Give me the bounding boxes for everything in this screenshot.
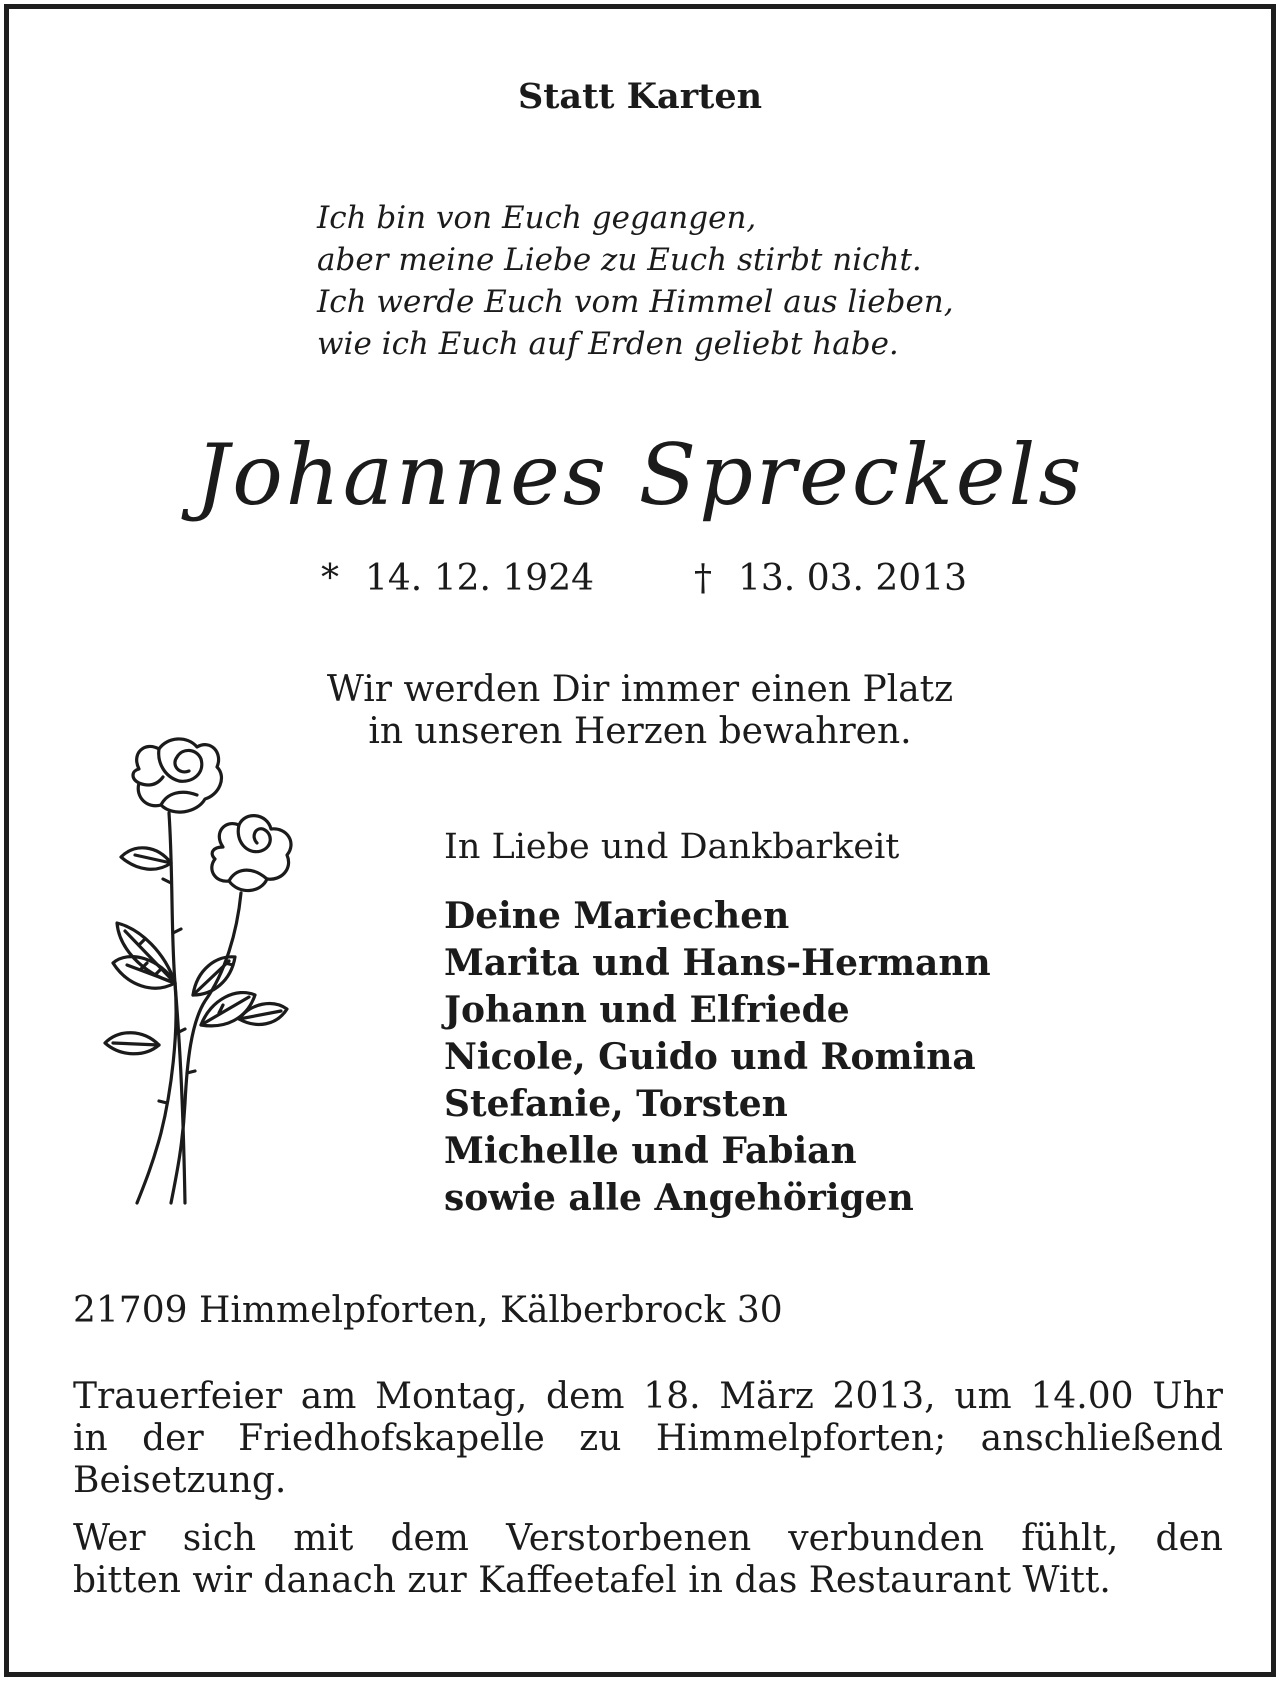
poem-line: Ich bin von Euch gegangen, bbox=[317, 200, 757, 236]
funeral-line: Beisetzung. bbox=[73, 1460, 287, 1501]
funeral-line: in der Friedhofskapelle zu Himmelpforten; anschließend bbox=[73, 1418, 1223, 1459]
family-member: sowie alle Angehörigen bbox=[444, 1177, 914, 1219]
poem-line: Ich werde Euch vom Himmel aus lieben, bbox=[317, 284, 954, 320]
reception-text bbox=[73, 1518, 1223, 1602]
family-member: Nicole, Guido und Romina bbox=[444, 1036, 976, 1078]
birth-date-group bbox=[321, 557, 594, 601]
funeral-line: Trauerfeier am Montag, dem 18. März 2013, um 14.00 Uhr bbox=[73, 1376, 1223, 1417]
reception-line: Wer sich mit dem Verstorbenen verbunden fühlt, den bbox=[73, 1518, 1223, 1559]
remembrance-line: in unseren Herzen bewahren. bbox=[368, 711, 912, 752]
funeral-service-text bbox=[73, 1376, 1223, 1502]
dankbarkeit-line: In Liebe und Dankbarkeit bbox=[444, 827, 900, 867]
family-member: Johann und Elfriede bbox=[444, 989, 850, 1031]
obituary-notice bbox=[4, 4, 1276, 1677]
address: 21709 Himmelpforten, Kälberbrock 30 bbox=[73, 1290, 783, 1331]
birth-star-icon: * bbox=[321, 558, 339, 599]
deceased-name: Johannes Spreckels bbox=[195, 426, 1085, 524]
notice-header: Statt Karten bbox=[517, 76, 763, 117]
death-date: 13. 03. 2013 bbox=[738, 558, 968, 599]
family-member: Marita und Hans-Hermann bbox=[444, 942, 991, 984]
family-list bbox=[444, 893, 991, 1222]
reception-line: bitten wir danach zur Kaffeetafel in das Restaurant Witt. bbox=[73, 1560, 1111, 1601]
family-member: Deine Mariechen bbox=[444, 895, 790, 937]
death-date-group bbox=[694, 557, 967, 601]
family-member: Stefanie, Torsten bbox=[444, 1083, 788, 1125]
birth-date: 14. 12. 1924 bbox=[365, 558, 595, 599]
family-member: Michelle und Fabian bbox=[444, 1130, 857, 1172]
rose-icon bbox=[101, 733, 311, 1213]
poem-line: aber meine Liebe zu Euch stirbt nicht. bbox=[317, 242, 922, 278]
death-cross-icon: † bbox=[694, 558, 712, 599]
remembrance-line: Wir werden Dir immer einen Platz bbox=[326, 669, 954, 710]
poem-line: wie ich Euch auf Erden geliebt habe. bbox=[317, 326, 899, 362]
poem bbox=[317, 197, 954, 365]
